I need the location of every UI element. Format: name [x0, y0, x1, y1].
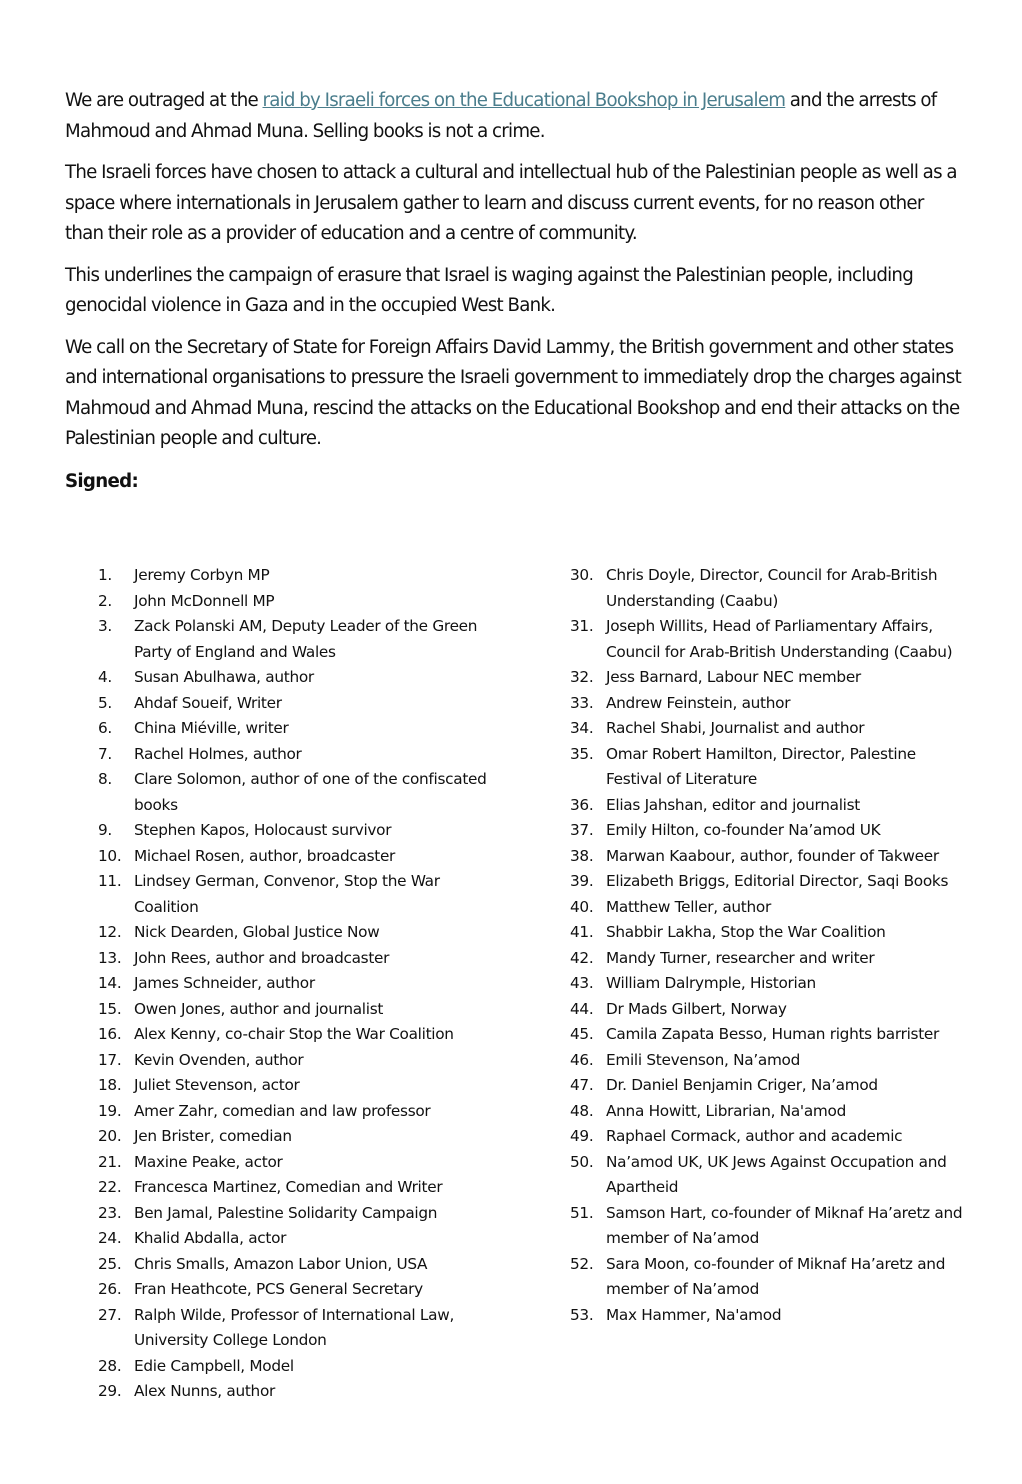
- signatory-item: [570, 920, 970, 946]
- signatory-number: 44.: [570, 999, 594, 1018]
- signatory-item: [570, 793, 970, 819]
- paragraph-erasure: This underlines the campaign of erasure that Israel is waging against the Palestinian people, including genocidal violence in Gaza and in the occupied West Bank.: [65, 264, 913, 316]
- signatory-number: 6.: [98, 719, 112, 737]
- signatory-item: [570, 946, 970, 972]
- bookshop-raid-link[interactable]: raid by Israeli forces on the Educational Bookshop in Jerusalem: [262, 90, 786, 111]
- signatory-item: [98, 1022, 498, 1048]
- signatory-item: [98, 869, 498, 920]
- signatory-item: [98, 997, 498, 1023]
- signatory-name: Alex Kenny, co-chair Stop the War Coalition: [134, 1025, 454, 1043]
- signatory-item: [98, 742, 498, 768]
- signatory-number: 32.: [570, 668, 594, 686]
- signatory-number: 30.: [570, 566, 594, 584]
- signatory-number: 22.: [98, 1178, 122, 1196]
- signatory-number: 47.: [570, 1076, 594, 1094]
- intro-text-continued: and the arrests of Mahmoud and Ahmad Muna. Selling books is not a crime.: [65, 90, 937, 142]
- signatory-number: 29.: [98, 1382, 122, 1400]
- signatory-name: Andrew Feinstein, author: [606, 693, 791, 712]
- signatory-name: Lindsey German, Convenor, Stop the War Coalition: [134, 872, 440, 916]
- signatory-item: [98, 1099, 498, 1125]
- signatory-name: Shabbir Lakha, Stop the War Coalition: [606, 923, 886, 941]
- signatory-item: [570, 971, 970, 997]
- signatory-name: Elias Jahshan, editor and journalist: [606, 795, 860, 814]
- signatory-number: 43.: [570, 974, 594, 992]
- signatory-item: [98, 1124, 498, 1150]
- signatory-name: Fran Heathcote, PCS General Secretary: [134, 1280, 423, 1298]
- signatory-name: Alex Nunns, author: [134, 1382, 276, 1400]
- signed-heading: Signed:: [65, 470, 139, 492]
- signatory-item: [98, 563, 498, 589]
- signatory-number: 14.: [98, 974, 122, 992]
- signatory-name: Raphael Cormack, author and academic: [606, 1127, 903, 1145]
- signatory-item: [98, 1073, 498, 1099]
- signatory-item: [570, 1048, 970, 1074]
- signatory-item: [98, 946, 498, 972]
- signatories-column-right: [570, 563, 970, 1328]
- signatory-name: Amer Zahr, comedian and law professor: [134, 1101, 431, 1120]
- signatory-number: 36.: [570, 795, 594, 814]
- signatory-number: 1.: [98, 566, 112, 584]
- signatory-name: Stephen Kapos, Holocaust survivor: [134, 821, 392, 839]
- signatory-item: [570, 1099, 970, 1125]
- signatory-name: Rachel Holmes, author: [134, 744, 302, 763]
- signatory-name: James Schneider, author: [134, 974, 315, 992]
- signatory-item: [570, 869, 970, 895]
- signatory-number: 24.: [98, 1229, 122, 1247]
- document-body: [65, 86, 965, 492]
- signatory-number: 33.: [570, 693, 594, 712]
- signatory-name: Jess Barnard, Labour NEC member: [606, 668, 861, 686]
- paragraph-call-to-action: We call on the Secretary of State for Foreign Affairs David Lammy, the British government and other states and international organisations to pressure the Israeli government to immediately drop the charges against Mahmoud and Ahmad Muna, rescind the attacks on the Educational Bookshop and end their attacks on the Palestinian people and culture.: [65, 336, 961, 449]
- signatory-item: [570, 1022, 970, 1048]
- signatory-item: [570, 563, 970, 614]
- signatories-column-left: [98, 563, 498, 1405]
- signatory-name: Owen Jones, author and journalist: [134, 999, 384, 1018]
- signatory-name: Ahdaf Soueif, Writer: [134, 693, 282, 712]
- signatory-number: 21.: [98, 1152, 122, 1171]
- signatory-number: 40.: [570, 897, 594, 916]
- signatory-number: 15.: [98, 999, 122, 1018]
- signatory-item: [570, 895, 970, 921]
- signatory-number: 42.: [570, 948, 594, 967]
- signatory-number: 11.: [98, 872, 122, 890]
- signatory-name: Ben Jamal, Palestine Solidarity Campaign: [134, 1203, 438, 1222]
- signatory-name: China Miéville, writer: [134, 719, 289, 737]
- signatory-item: [98, 1226, 498, 1252]
- signatory-name: Kevin Ovenden, author: [134, 1050, 304, 1069]
- signatory-name: Jen Brister, comedian: [134, 1127, 292, 1145]
- signatory-number: 48.: [570, 1101, 594, 1120]
- signatory-number: 9.: [98, 821, 112, 839]
- signatory-name: Nick Dearden, Global Justice Now: [134, 923, 380, 941]
- signatory-number: 46.: [570, 1050, 594, 1069]
- signatory-name: William Dalrymple, Historian: [606, 974, 816, 992]
- signatory-number: 41.: [570, 923, 594, 941]
- signatory-number: 26.: [98, 1280, 122, 1298]
- signatory-name: Emily Hilton, co-founder Na’amod UK: [606, 821, 881, 839]
- signatory-number: 4.: [98, 668, 112, 686]
- signatory-number: 18.: [98, 1076, 122, 1094]
- signatory-item: [570, 1252, 970, 1303]
- signatory-item: [570, 691, 970, 717]
- signatory-item: [98, 1277, 498, 1303]
- signatory-item: [98, 589, 498, 615]
- signatory-number: 28.: [98, 1356, 122, 1375]
- signatory-name: Marwan Kaabour, author, founder of Takweer: [606, 846, 939, 865]
- signatory-item: [98, 818, 498, 844]
- signatory-name: Edie Campbell, Model: [134, 1356, 294, 1375]
- signatory-name: Zack Polanski AM, Deputy Leader of the Green Party of England and Wales: [134, 617, 478, 661]
- signatory-name: Na’amod UK, UK Jews Against Occupation and Apartheid: [606, 1152, 947, 1196]
- intro-paragraph: [65, 86, 965, 147]
- signatory-number: 49.: [570, 1127, 594, 1145]
- signatory-name: Sara Moon, co-founder of Miknaf Ha’aretz and member of Na’amod: [606, 1254, 946, 1298]
- signatory-number: 16.: [98, 1025, 122, 1043]
- signatory-name: Jeremy Corbyn MP: [134, 566, 270, 584]
- signatory-name: Joseph Willits, Head of Parliamentary Affairs, Council for Arab-British Understanding (Caabu): [606, 617, 953, 661]
- signatory-name: Juliet Stevenson, actor: [134, 1076, 300, 1094]
- signatory-number: 34.: [570, 719, 594, 737]
- signatory-number: 37.: [570, 821, 594, 839]
- signatory-number: 23.: [98, 1203, 122, 1222]
- signatory-name: Camila Zapata Besso, Human rights barrister: [606, 1025, 940, 1043]
- signatory-number: 25.: [98, 1254, 122, 1273]
- signatory-name: Dr. Daniel Benjamin Criger, Na’amod: [606, 1076, 878, 1094]
- signatory-number: 50.: [570, 1152, 594, 1171]
- signatory-item: [570, 1201, 970, 1252]
- signatory-item: [98, 844, 498, 870]
- signatory-number: 39.: [570, 872, 594, 890]
- signatory-name: Michael Rosen, author, broadcaster: [134, 846, 396, 865]
- signatory-item: [98, 1379, 498, 1405]
- signatory-number: 2.: [98, 591, 112, 610]
- signatory-number: 53.: [570, 1305, 594, 1324]
- signatory-number: 35.: [570, 744, 594, 763]
- signatory-name: Dr Mads Gilbert, Norway: [606, 999, 787, 1018]
- signatory-name: Mandy Turner, researcher and writer: [606, 948, 875, 967]
- signatory-number: 19.: [98, 1101, 122, 1120]
- signatory-item: [570, 742, 970, 793]
- signatory-name: Khalid Abdalla, actor: [134, 1229, 287, 1247]
- signatory-item: [98, 614, 498, 665]
- signatory-item: [570, 1150, 970, 1201]
- signatory-item: [570, 614, 970, 665]
- signatory-name: John McDonnell MP: [134, 591, 275, 610]
- signatory-number: 38.: [570, 846, 594, 865]
- signatory-item: [98, 691, 498, 717]
- signatory-name: Max Hammer, Na'amod: [606, 1305, 782, 1324]
- signatory-name: Matthew Teller, author: [606, 897, 771, 916]
- signatory-number: 20.: [98, 1127, 122, 1145]
- signatory-item: [98, 665, 498, 691]
- signatory-item: [570, 818, 970, 844]
- signatory-name: Rachel Shabi, Journalist and author: [606, 719, 865, 737]
- signatory-number: 51.: [570, 1203, 594, 1222]
- intro-text: We are outraged at the: [65, 90, 263, 111]
- signatory-item: [570, 665, 970, 691]
- signatory-number: 12.: [98, 923, 122, 941]
- signatory-item: [98, 1201, 498, 1227]
- signatory-item: [570, 1124, 970, 1150]
- signatory-number: 7.: [98, 744, 112, 763]
- paragraph-attack: The Israeli forces have chosen to attack a cultural and intellectual hub of the Palestinian people as well as a space where internationals in Jerusalem gather to learn and discuss current events, for no reason other than their role as a provider of education and a centre of community.: [65, 162, 957, 244]
- signatory-number: 5.: [98, 693, 112, 712]
- signatory-number: 52.: [570, 1254, 594, 1273]
- signatory-number: 3.: [98, 617, 112, 635]
- signatory-number: 8.: [98, 770, 112, 788]
- signatory-name: Clare Solomon, author of one of the confiscated books: [134, 770, 487, 814]
- signatory-name: Chris Doyle, Director, Council for Arab-British Understanding (Caabu): [606, 566, 938, 610]
- signatory-item: [98, 1303, 498, 1354]
- signatory-item: [98, 1175, 498, 1201]
- signatory-name: Emili Stevenson, Na’amod: [606, 1050, 801, 1069]
- signatory-item: [98, 1354, 498, 1380]
- signatory-item: [570, 716, 970, 742]
- signatory-item: [98, 716, 498, 742]
- signatory-name: Ralph Wilde, Professor of International Law, University College London: [134, 1305, 455, 1349]
- signatory-item: [98, 767, 498, 818]
- signatory-number: 17.: [98, 1050, 122, 1069]
- signatory-number: 13.: [98, 948, 122, 967]
- signatory-name: Anna Howitt, Librarian, Na'amod: [606, 1101, 846, 1120]
- signatory-item: [98, 1252, 498, 1278]
- signatory-item: [570, 844, 970, 870]
- signatory-number: 27.: [98, 1305, 122, 1324]
- signatory-number: 10.: [98, 846, 122, 865]
- signatory-name: Maxine Peake, actor: [134, 1152, 283, 1171]
- signatory-item: [98, 971, 498, 997]
- signatory-name: Susan Abulhawa, author: [134, 668, 314, 686]
- signatory-number: 31.: [570, 617, 594, 635]
- signatory-item: [570, 1073, 970, 1099]
- signatory-name: Elizabeth Briggs, Editorial Director, Saqi Books: [606, 872, 949, 890]
- signatory-item: [98, 1150, 498, 1176]
- signatory-number: 45.: [570, 1025, 594, 1043]
- signatory-name: John Rees, author and broadcaster: [134, 948, 390, 967]
- signatory-item: [98, 1048, 498, 1074]
- signatory-name: Samson Hart, co-founder of Miknaf Ha’aretz and member of Na’amod: [606, 1203, 963, 1247]
- signatory-item: [570, 997, 970, 1023]
- signatory-item: [570, 1303, 970, 1329]
- signatory-name: Francesca Martinez, Comedian and Writer: [134, 1178, 443, 1196]
- signatory-name: Chris Smalls, Amazon Labor Union, USA: [134, 1254, 428, 1273]
- signatory-name: Omar Robert Hamilton, Director, Palestine Festival of Literature: [606, 744, 916, 788]
- signatory-item: [98, 920, 498, 946]
